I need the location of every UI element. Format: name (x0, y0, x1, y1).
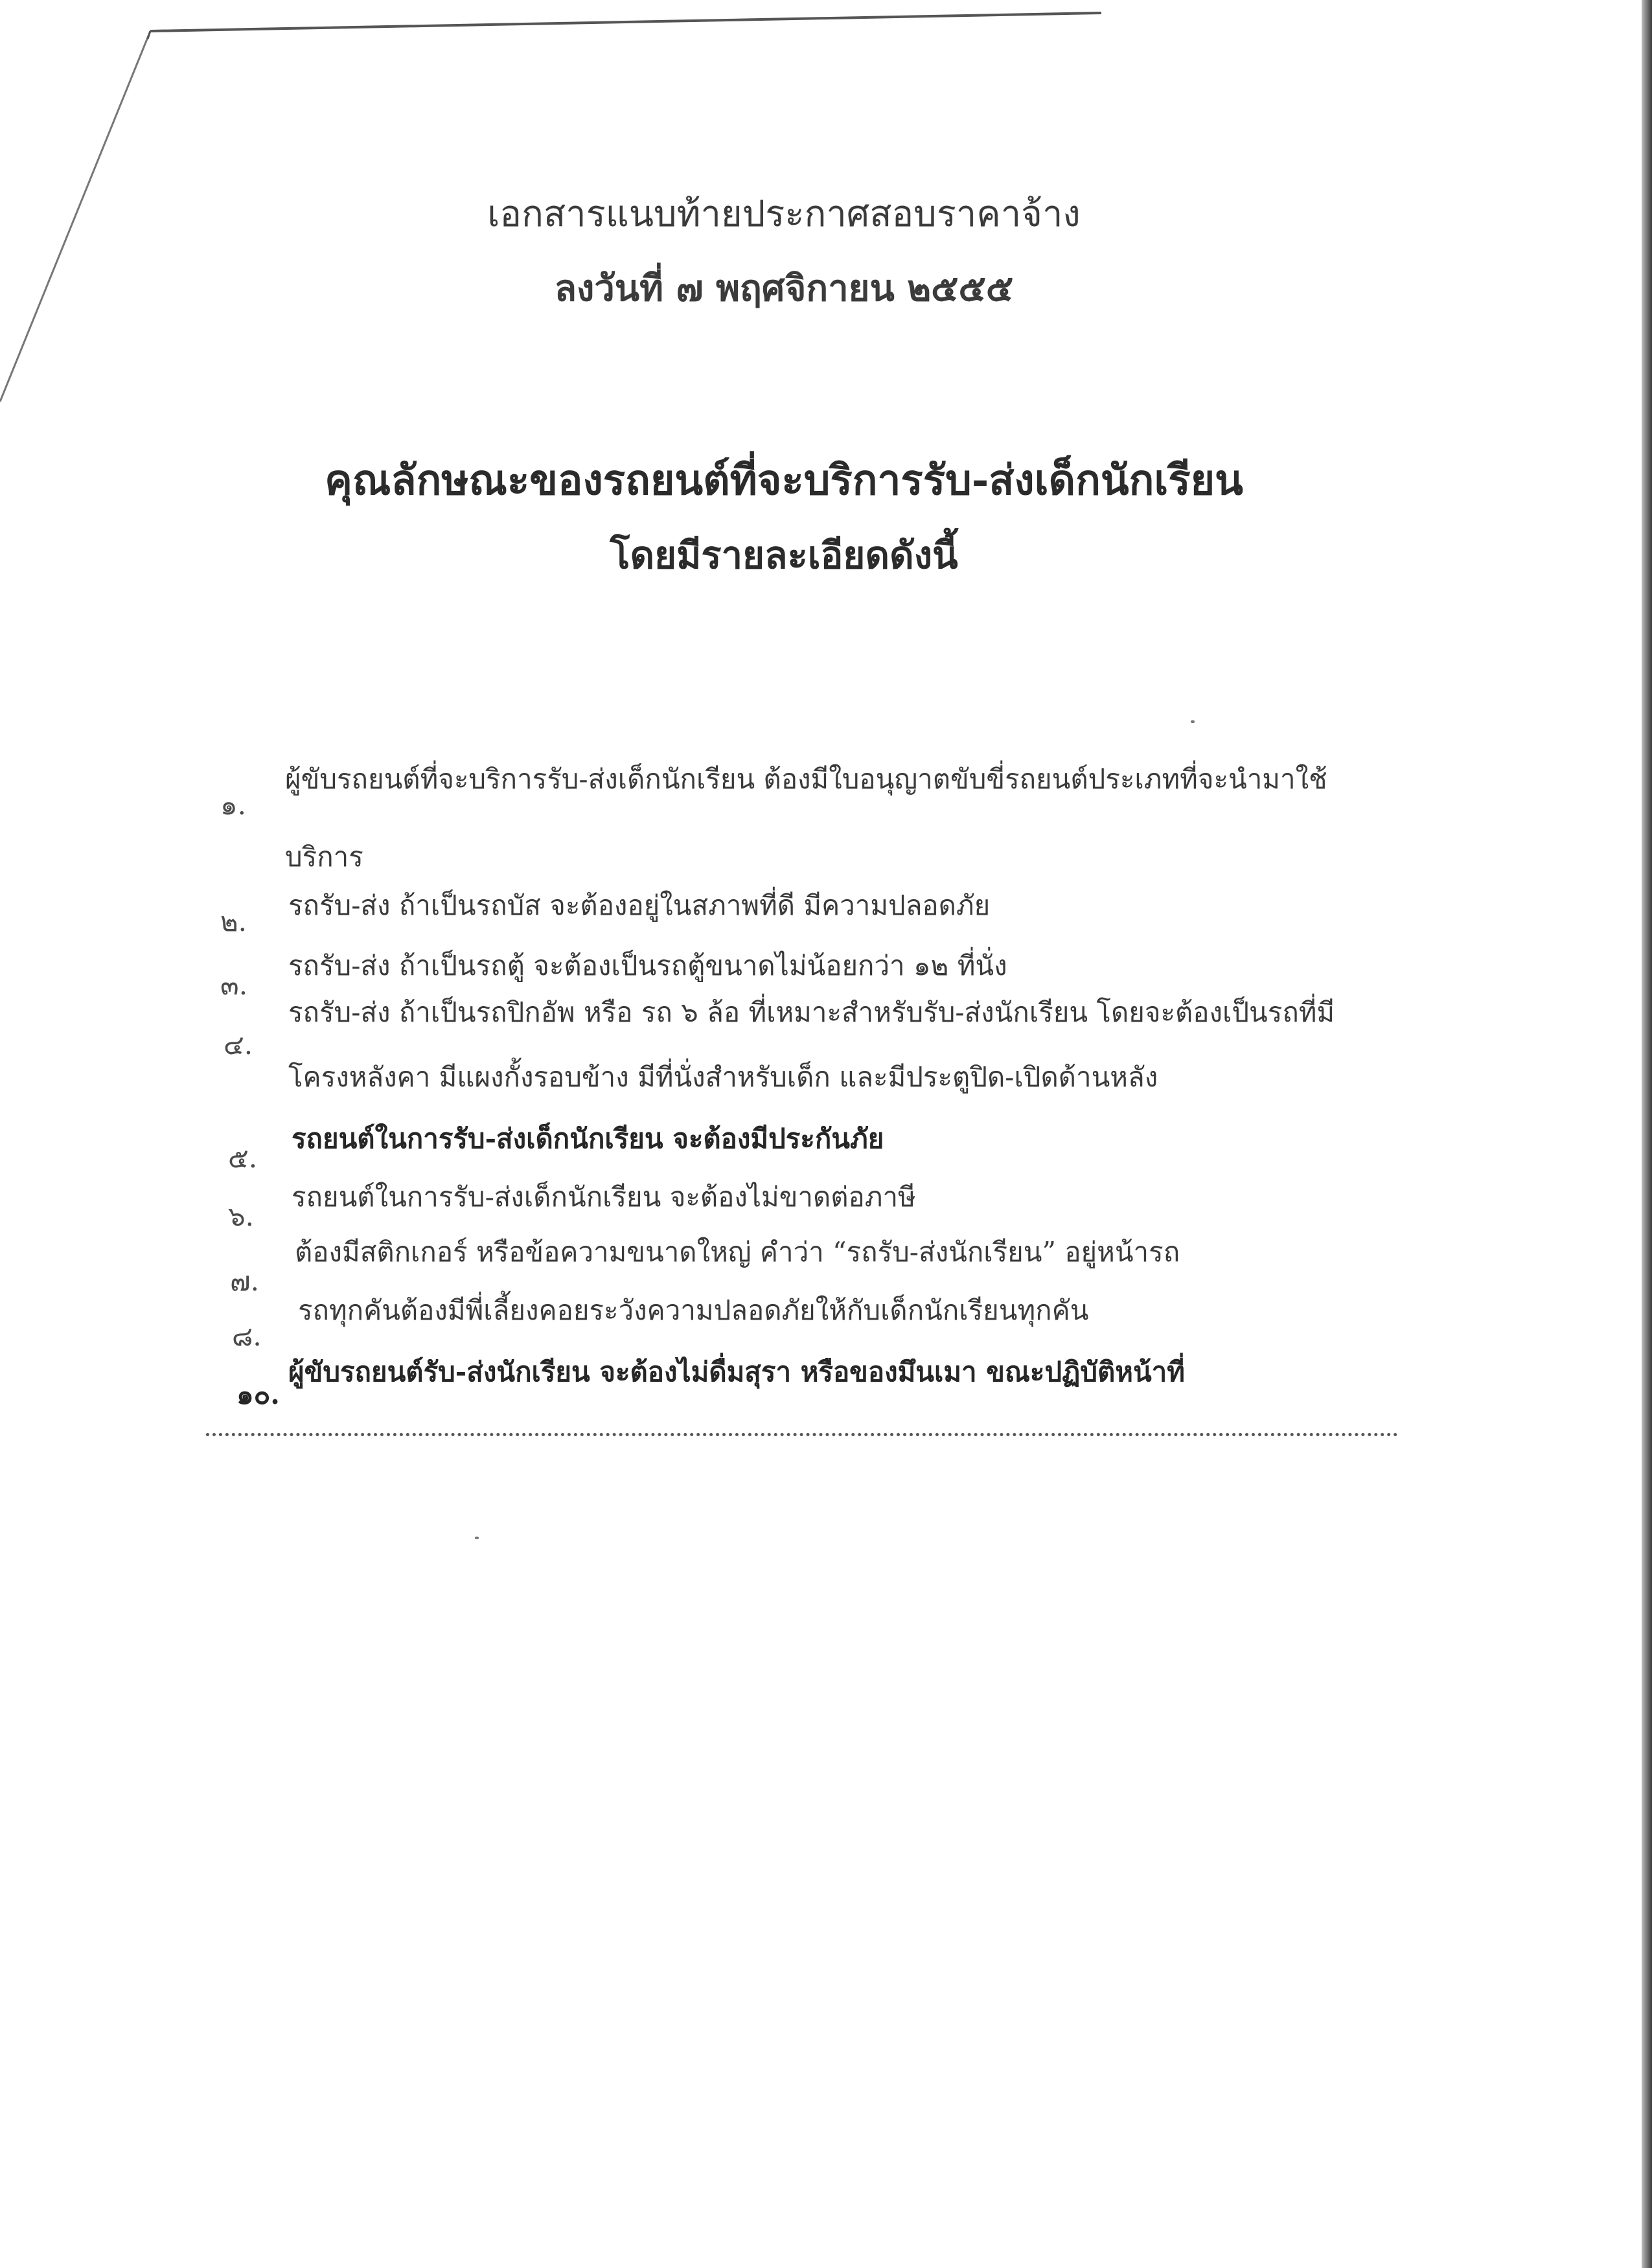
dotted-separator (206, 1433, 1398, 1436)
list-item-text: รถยนต์ในการรับ-ส่งเด็กนักเรียน จะต้องมีประกันภัย (292, 1123, 884, 1154)
list-item-number: ๕. (228, 1142, 258, 1174)
list-item-number: ๗. (230, 1265, 259, 1297)
list-item-text: รถยนต์ในการรับ-ส่งเด็กนักเรียน จะต้องไม่ขาดต่อภาษี (292, 1181, 916, 1213)
list-item-text: รถรับ-ส่ง ถ้าเป็นรถปิกอัพ หรือ รถ ๖ ล้อ ที่เหมาะสำหรับรับ-ส่งนักเรียน โดยจะต้องเป็นรถที่มี (288, 996, 1335, 1028)
list-item-number: ๘. (232, 1320, 262, 1352)
list-item-continuation: โครงหลังคา มีแผงกั้งรอบข้าง มีที่นั่งสำหรับเด็ก และมีประตูปิด-เปิดด้านหลัง (288, 1061, 1158, 1093)
list-item-text: รถรับ-ส่ง ถ้าเป็นรถตู้ จะต้องเป็นรถตู้ขนาดไม่น้อยกว่า ๑๒ ที่นั่ง (288, 950, 1007, 981)
list-item-number: ๖. (228, 1200, 255, 1232)
list-item-number: ๓. (220, 969, 248, 1001)
list-item-text: ต้องมีสติกเกอร์ หรือข้อความขนาดใหญ่ คำว่า “รถรับ-ส่งนักเรียน” อยู่หน้ารถ (295, 1236, 1180, 1268)
document-subtitle: โดยมีรายละเอียดดังนี้ (610, 533, 958, 577)
scan-speck (1191, 720, 1195, 723)
header-line-1: เอกสารแนบท้ายประกาศสอบราคาจ้าง (487, 193, 1081, 235)
list-item-text: รถทุกคันต้องมีพี่เลี้ยงคอยระวังความปลอดภัยให้กับเด็กนักเรียนทุกคัน (298, 1294, 1089, 1326)
list-item-text: รถรับ-ส่ง ถ้าเป็นรถบัส จะต้องอยู่ในสภาพที่ดี มีความปลอดภัย (288, 889, 991, 921)
document-title: คุณลักษณะของรถยนต์ที่จะบริการรับ-ส่งเด็กนักเรียน (325, 456, 1243, 505)
scan-speck (475, 1537, 479, 1539)
list-item-text: ผู้ขับรถยนต์รับ-ส่งนักเรียน จะต้องไม่ดื่มสุรา หรือของมึนเมา ขณะปฏิบัติหน้าที่ (288, 1356, 1185, 1388)
list-item-number: ๑๐. (236, 1379, 280, 1410)
list-item-number: ๑. (220, 789, 247, 821)
list-item-text: ผู้ขับรถยนต์ที่จะบริการรับ-ส่งเด็กนักเรียน ต้องมีใบอนุญาตขับขี่รถยนต์ประเภทที่จะนำมาใช้ (285, 763, 1327, 795)
header-date-line: ลงวันที่ ๗ พฤศจิกายน ๒๕๕๕ (554, 267, 1014, 310)
list-item-number: ๒. (220, 906, 247, 937)
list-item-continuation: บริการ (285, 841, 363, 873)
list-item-number: ๔. (224, 1029, 253, 1060)
